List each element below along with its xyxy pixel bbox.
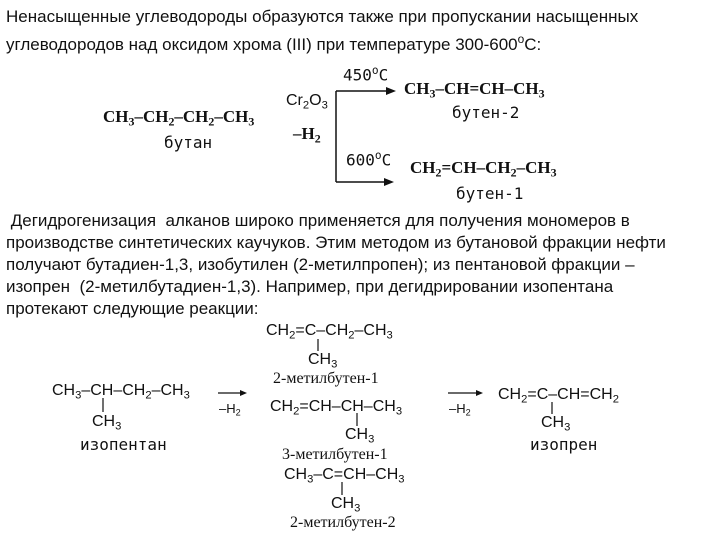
- temperature-upper: 450$^o$C: [343, 64, 389, 85]
- intro-line-1: Ненасыщенные углеводороды образуются также при пропускании насыщенных: [6, 7, 639, 26]
- product-c-branch: $CH_3$: [331, 495, 361, 515]
- butane-name: бутан: [164, 133, 213, 152]
- catalyst-label: $Cr_2O_3$: [286, 92, 328, 112]
- product-c-name: 2-метилбутен-2: [290, 514, 396, 531]
- degree-mark: o: [517, 32, 525, 46]
- dehydrogenation-text: [6, 210, 666, 320]
- product-a-name: 2-метилбутен-1: [273, 370, 379, 387]
- isoprene-branch: $CH_3$: [541, 414, 571, 434]
- product-c-formula: $CH_3-C=CH-CH_3$: [284, 466, 405, 486]
- isoprene-name: изопрен: [530, 435, 598, 454]
- isopentane-name: изопентан: [80, 435, 167, 454]
- isoprene-formula: $CH_2=C-CH=CH_2$: [498, 386, 619, 406]
- butane-formula: $CH_3-CH_2-CH_2-CH_3$: [103, 107, 255, 129]
- body-line-1: Дегидрогенизация алканов широко применяется для получения мономеров в: [6, 211, 630, 230]
- body-line-2: производстве синтетических каучуков. Этим методом из бутановой фракции нефти: [6, 233, 666, 252]
- arrow-2-head: [476, 390, 483, 396]
- lower-arrow-head: [384, 178, 394, 186]
- arrow-1-head: [240, 390, 247, 396]
- body-line-5: протекают следующие реакции:: [6, 299, 259, 318]
- butene-2-name: бутен-2: [452, 103, 520, 122]
- butene-1-formula: $CH_2=CH-CH_2-CH_3$: [410, 158, 557, 180]
- upper-arrow-head: [386, 87, 396, 95]
- butene-2-formula: $CH_3-CH=CH-CH_3$: [404, 79, 545, 101]
- arrow-2-label: $-H_2$: [449, 401, 471, 418]
- butene-1-name: бутен-1: [456, 184, 524, 203]
- product-b-branch: $CH_3$: [345, 426, 375, 446]
- intro-line-2-text: углеводородов над оксидом хрома (III) при температуре 300-600: [6, 35, 518, 55]
- product-a-formula: $CH_2=C-CH_2-CH_3$: [266, 322, 393, 342]
- intro-line-2-end: С:: [524, 35, 542, 55]
- product-b-formula: $CH_2=CH-CH-CH_3$: [270, 398, 403, 418]
- arrow-1-label: $-H_2$: [219, 401, 241, 418]
- product-a-branch: $CH_3$: [308, 351, 338, 371]
- isopentane-branch: $CH_3$: [92, 413, 122, 433]
- product-b-name: 3-метилбутен-1: [282, 446, 388, 463]
- temperature-lower: 600$^o$C: [346, 149, 392, 170]
- body-line-4: изопрен (2-метилбутадиен-1,3). Например, при дегидрировании изопентана: [6, 277, 614, 296]
- body-line-3: получают бутадиен-1,3, изобутилен (2-метилпропен); из пентановой фракции –: [6, 255, 635, 274]
- minus-h2-label: $-H_2$: [293, 124, 321, 146]
- isopentane-formula: $CH_3-CH-CH_2-CH_3$: [52, 382, 190, 402]
